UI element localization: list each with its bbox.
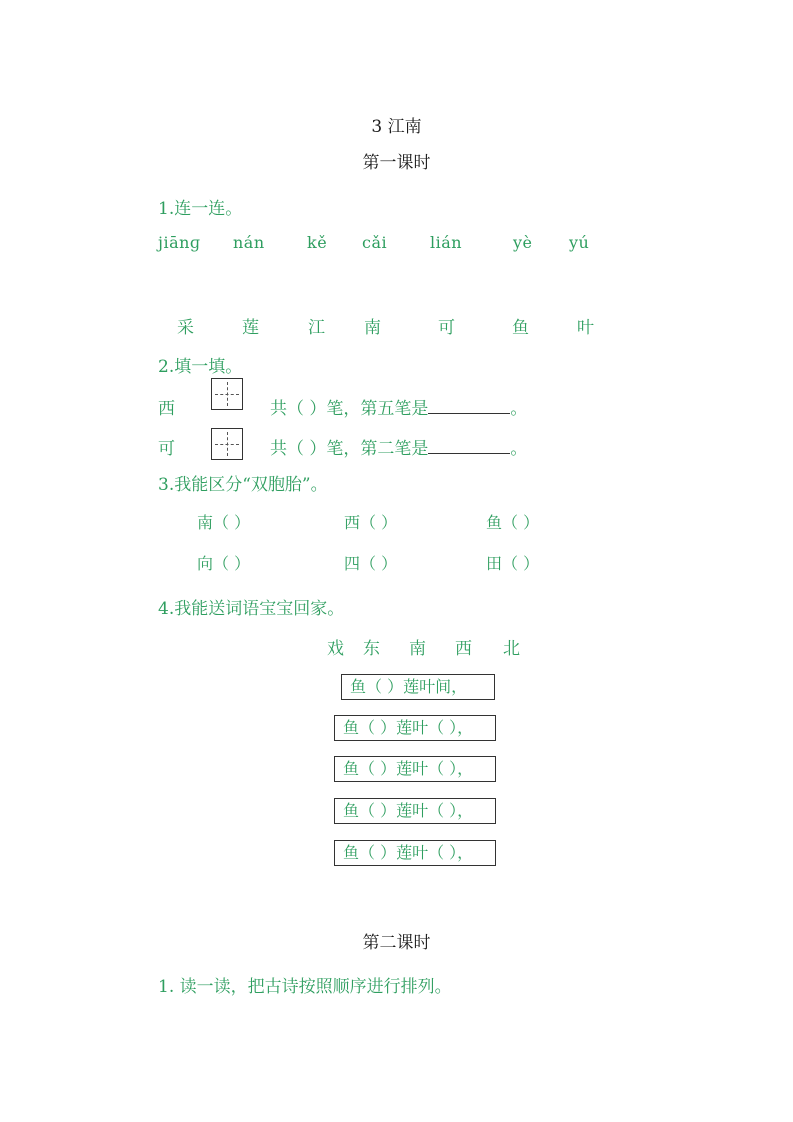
- question-1-label: 1.连一连。: [158, 199, 243, 219]
- pinyin-item: kě: [307, 233, 328, 252]
- pinyin-item: cǎi: [362, 233, 388, 252]
- poem-line-box[interactable]: 鱼（ ）莲叶（ ），: [334, 798, 496, 824]
- twin-char-item: 向（ ）: [197, 554, 251, 573]
- twin-char-item: 田（ ）: [486, 554, 540, 573]
- word-option: 南: [409, 639, 426, 659]
- twin-char-item: 四（ ）: [344, 554, 398, 573]
- pinyin-item: yè: [513, 233, 533, 252]
- poem-line-box[interactable]: 鱼（ ）莲叶（ ），: [334, 715, 496, 741]
- word-option: 戏: [327, 639, 344, 659]
- character-item: 江: [308, 318, 325, 338]
- stroke-question: 共（ ）笔，第五笔是 。: [270, 399, 528, 419]
- twin-char-item: 南（ ）: [197, 513, 251, 532]
- word-option: 北: [503, 639, 520, 659]
- tianzige-grid-icon: [211, 428, 243, 460]
- word-option: 东: [363, 639, 380, 659]
- character-item: 南: [364, 318, 381, 338]
- lesson-two-question-1: 1. 读一读，把古诗按照顺序进行排列。: [158, 977, 452, 997]
- character-item: 鱼: [512, 318, 529, 338]
- lesson-two-heading: 第二课时: [362, 933, 431, 953]
- tianzige-grid-icon: [211, 378, 243, 410]
- question-3-label: 3.我能区分“双胞胎”。: [158, 475, 328, 495]
- character-item: 可: [438, 318, 455, 338]
- answer-blank[interactable]: [428, 397, 510, 414]
- character-item: 莲: [242, 318, 259, 338]
- stroke-question: 共（ ）笔，第二笔是 。: [270, 439, 528, 459]
- poem-line-box[interactable]: 鱼（ ）莲叶间，: [341, 674, 495, 700]
- fill-char: 可: [158, 439, 175, 459]
- answer-blank[interactable]: [428, 437, 510, 454]
- page-title: 3 江南: [371, 117, 422, 137]
- poem-line-box[interactable]: 鱼（ ）莲叶（ ），: [334, 756, 496, 782]
- lesson-one-heading: 第一课时: [362, 153, 431, 173]
- character-item: 叶: [577, 318, 594, 338]
- question-2-label: 2.填一填。: [158, 357, 243, 377]
- twin-char-item: 西（ ）: [344, 513, 398, 532]
- poem-line-box[interactable]: 鱼（ ）莲叶（ ），: [334, 840, 496, 866]
- twin-char-item: 鱼（ ）: [486, 513, 540, 532]
- pinyin-item: lián: [430, 233, 463, 252]
- word-option: 西: [455, 639, 472, 659]
- question-4-label: 4.我能送词语宝宝回家。: [158, 599, 345, 619]
- pinyin-item: jiānɡ: [158, 233, 201, 252]
- pinyin-item: nán: [233, 233, 265, 252]
- character-item: 采: [177, 318, 194, 338]
- pinyin-item: yú: [569, 233, 590, 252]
- fill-char: 西: [158, 399, 175, 419]
